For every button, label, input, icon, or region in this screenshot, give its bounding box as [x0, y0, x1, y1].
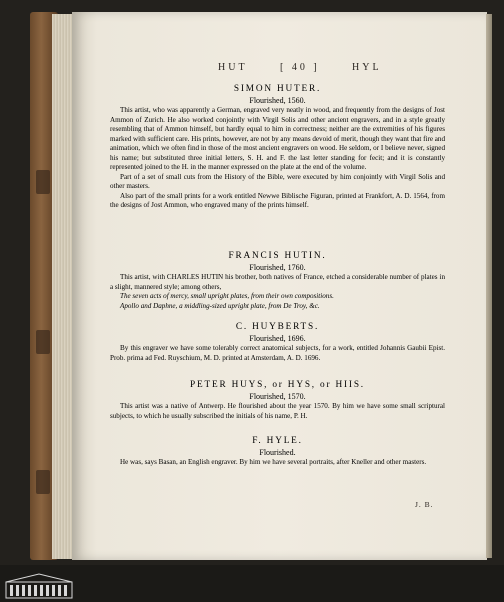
entry-paragraph: Apollo and Daphne, a middling-sized upright plate, from De Troy, &c. [120, 301, 320, 310]
running-head [110, 62, 445, 76]
entry-paragraph: The seven acts of mercy, small upright plates, from their own compositions. [120, 292, 334, 300]
entry-f-hyle [110, 436, 445, 468]
entry-paragraph: By this engraver we have some tolerably correct anatomical subjects, for a work, entitled Johannis Gaubii Epist. Prob. prima ad Fed. Ruyschium, M. D. printed at Amsterdam, A. D. 1696. [110, 344, 445, 362]
entry-c-huyberts [110, 322, 445, 363]
page-right-edge [486, 14, 492, 558]
entry-paragraph: Part of a set of small cuts from the History of the Bible, were executed by him conjointly with Virgil Solis and other masters. [110, 172, 445, 190]
entry-heading: FRANCIS HUTIN. [228, 251, 327, 261]
cover-wear-mark [36, 470, 50, 494]
running-head-left: HUT [218, 62, 248, 73]
cover-wear-mark [36, 330, 50, 354]
entry-paragraph: This artist was a native of Antwerp. He flourished about the year 1570. By him we have some small scriptural subjects, to which he usually subscribed the initials of his name, P. H. [110, 402, 445, 420]
cover-wear-mark [36, 170, 50, 194]
entry-flourished: Flourished. [259, 448, 296, 457]
entry-heading: SIMON HUTER. [233, 84, 322, 94]
entry-peter-huys [110, 380, 445, 421]
entry-heading: C. HUYBERTS. [235, 322, 320, 332]
entry-flourished: Flourished, 1760. [249, 263, 306, 272]
entry-paragraph: Also part of the small prints for a work entitled Newwe Biblische Figuran, printed at Frankfort, A. D. 1564, from the designs of Jost Ammon, who engraved many of the prints himself. [110, 191, 445, 209]
entry-heading: PETER HUYS, or HYS, or HIIS. [190, 380, 365, 390]
library-building-logo [4, 572, 74, 600]
entry-simon-huter [110, 84, 445, 211]
page-edges [52, 14, 74, 559]
entry-paragraph: This artist, who was apparently a German, engraved very neatly in wood, and frequently from the designs of Jost Ammon of Zurich. He also worked conjointly with Virgil Solis and other ancient engravers, and in a style greatly resembling that of Ammon himself, but hardly equal to him in correctness; neither are the extremities of his figures marked with sufficient care. His prints, however, are not by any means devoid of merit, though they want that fire and animation, which we often find in those of the most ancient engravers on wood. He seldom, or I believe never, signed his name; but substituted three initial letters, S. H. and F. the last letter standing for fecit; and it is constantly represented joined to the H. in the manner expressed on the plate at the end of the volume. [110, 106, 445, 171]
signature: J. B. [415, 500, 434, 509]
running-head-right: HYL [352, 62, 382, 73]
entry-flourished: Flourished, 1570. [249, 392, 306, 401]
entry-paragraph: This artist, with CHARLES HUTIN his brother, both natives of France, etched a considerable number of plates in a slight, mannered style; among others, [110, 273, 445, 291]
page-number: [ 40 ] [280, 62, 320, 73]
entry-francis-hutin [110, 251, 445, 311]
entry-paragraph: He was, says Basan, an English engraver. By him we have several portraits, after Kneller and other masters. [120, 458, 427, 466]
entry-heading: F. HYLE. [252, 436, 303, 446]
entry-flourished: Flourished, 1696. [249, 334, 306, 343]
entry-flourished: Flourished, 1560. [249, 96, 306, 105]
